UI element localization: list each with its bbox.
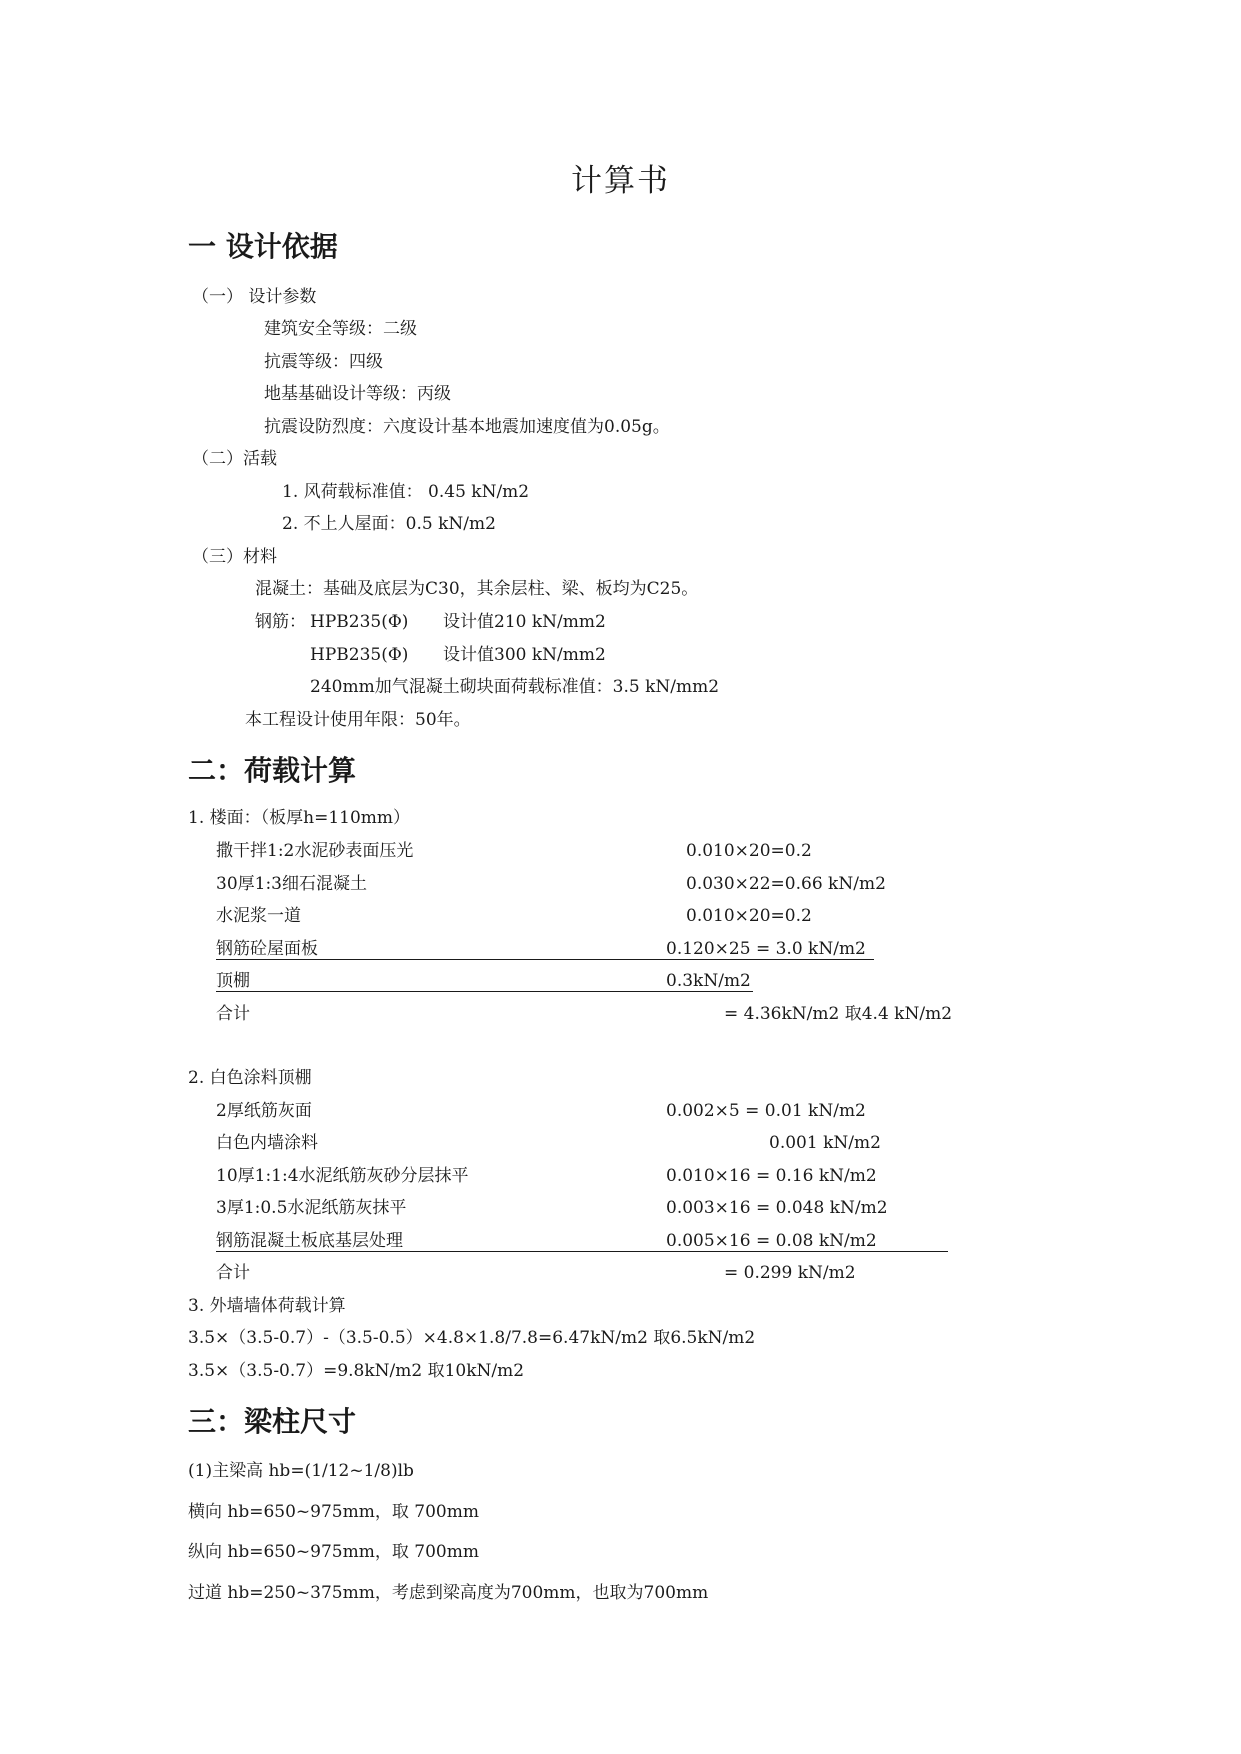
floor-row-underline — [216, 991, 753, 992]
floor-label: 1. 楼面：（板厚h=110mm） — [188, 808, 411, 828]
material-steel2-value: 设计值300 kN/mm2 — [443, 645, 606, 665]
floor-row-value: 0.3kN/m2 — [666, 971, 751, 991]
subsection-design-params: （一） 设计参数 — [192, 287, 317, 307]
floor-row-value: 0.010×20=0.2 — [686, 841, 812, 861]
param-foundation-grade: 地基基础设计等级：丙级 — [264, 384, 451, 404]
document-title: 计算书 — [571, 163, 670, 199]
ceiling-total-label: 合计 — [216, 1263, 250, 1283]
floor-total-label: 合计 — [216, 1004, 250, 1024]
param-building-safety: 建筑安全等级：二级 — [264, 319, 417, 339]
beam-line: (1)主梁高 hb=(1/12~1/8)lb — [188, 1461, 414, 1481]
floor-row-value: 0.120×25 = 3.0 kN/m2 — [666, 939, 866, 959]
beam-line: 横向 hb=650~975mm，取 700mm — [188, 1502, 479, 1522]
ceiling-row-name: 白色内墙涂料 — [216, 1133, 318, 1153]
ceiling-row-name: 10厚1:1:4水泥纸筋灰砂分层抹平 — [216, 1166, 469, 1186]
material-block: 240mm加气混凝土砌块面荷载标准值：3.5 kN/mm2 — [310, 677, 720, 697]
section-heading-load-calc: 二：荷载计算 — [188, 754, 357, 787]
live-load-roof: 2. 不上人屋面：0.5 kN/m2 — [282, 514, 496, 534]
wall-label: 3. 外墙墙体荷载计算 — [188, 1296, 346, 1316]
floor-row-name: 顶棚 — [216, 971, 250, 991]
param-seismic-intensity: 抗震设防烈度：六度设计基本地震加速度值为0.05g。 — [264, 417, 670, 437]
ceiling-row-value: 0.002×5 = 0.01 kN/m2 — [666, 1101, 866, 1121]
section-heading-design-basis: 一 设计依据 — [188, 230, 338, 263]
ceiling-row-name: 钢筋混凝土板底基层处理 — [216, 1231, 403, 1251]
beam-line: 纵向 hb=650~975mm，取 700mm — [188, 1542, 479, 1562]
floor-row-name: 30厚1:3细石混凝土 — [216, 874, 367, 894]
service-life: 本工程设计使用年限：50年。 — [245, 710, 471, 730]
floor-row-name: 撒干拌1:2水泥砂表面压光 — [216, 841, 414, 861]
wall-calc-line-2: 3.5×（3.5-0.7）=9.8kN/m2 取10kN/m2 — [188, 1361, 525, 1381]
wall-calc-line-1: 3.5×（3.5-0.7）-（3.5-0.5）×4.8×1.8/7.8=6.47kN/m2 取6.5kN/m2 — [188, 1328, 756, 1348]
floor-row-value: 0.030×22=0.66 kN/m2 — [686, 874, 886, 894]
floor-row-name: 水泥浆一道 — [216, 906, 301, 926]
ceiling-row-underline — [216, 1251, 948, 1252]
material-steel-label: 钢筋： — [255, 612, 306, 632]
floor-total-value: = 4.36kN/m2 取4.4 kN/m2 — [724, 1004, 953, 1024]
floor-row-name: 钢筋砼屋面板 — [216, 939, 318, 959]
material-steel1-grade: HPB235(Φ) — [310, 612, 409, 632]
subsection-live-load: （二）活载 — [192, 449, 277, 469]
param-seismic-grade: 抗震等级：四级 — [264, 352, 383, 372]
beam-line: 过道 hb=250~375mm，考虑到梁高度为700mm，也取为700mm — [188, 1583, 709, 1603]
floor-row-underline — [216, 959, 874, 960]
ceiling-row-value: 0.001 kN/m2 — [769, 1133, 881, 1153]
ceiling-row-value: 0.003×16 = 0.048 kN/m2 — [666, 1198, 888, 1218]
subsection-materials: （三）材料 — [192, 547, 277, 567]
material-steel1-value: 设计值210 kN/mm2 — [443, 612, 606, 632]
section-heading-beam-column: 三：梁柱尺寸 — [188, 1405, 357, 1438]
ceiling-row-value: 0.005×16 = 0.08 kN/m2 — [666, 1231, 877, 1251]
ceiling-row-value: 0.010×16 = 0.16 kN/m2 — [666, 1166, 877, 1186]
material-steel2-grade: HPB235(Φ) — [310, 645, 409, 665]
floor-row-value: 0.010×20=0.2 — [686, 906, 812, 926]
ceiling-total-value: = 0.299 kN/m2 — [724, 1263, 856, 1283]
ceiling-row-name: 3厚1:0.5水泥纸筋灰抹平 — [216, 1198, 407, 1218]
live-load-wind: 1. 风荷载标准值： 0.45 kN/m2 — [282, 482, 530, 502]
ceiling-label: 2. 白色涂料顶棚 — [188, 1068, 312, 1088]
material-concrete: 混凝土：基础及底层为C30，其余层柱、梁、板均为C25。 — [255, 579, 699, 599]
ceiling-row-name: 2厚纸筋灰面 — [216, 1101, 312, 1121]
